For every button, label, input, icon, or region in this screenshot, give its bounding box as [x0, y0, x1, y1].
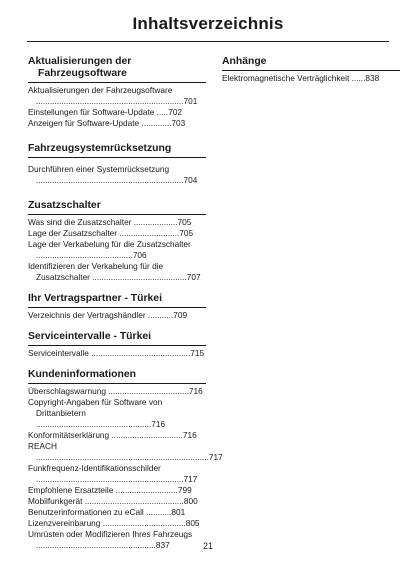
toc-entry[interactable]: Konformitätserklärung ...............................716	[28, 430, 197, 440]
toc-section-system-reset	[28, 143, 206, 186]
toc-entry[interactable]: Mobilfunkgerät ...........................................800	[28, 496, 198, 506]
title-divider	[27, 41, 389, 42]
section-heading: Zusatzschalter	[28, 200, 206, 215]
toc-section-dealer-turkey	[28, 293, 206, 321]
page-number: 21	[202, 541, 213, 551]
section-heading: Anhänge	[222, 56, 400, 71]
toc-section-appendices	[222, 56, 400, 84]
toc-entry[interactable]: Identifizieren der Verkabelung für die Zusatzschalter .........................................707	[28, 261, 201, 282]
section-heading: Serviceintervalle - Türkei	[28, 331, 206, 346]
toc-entry[interactable]: Elektromagnetische Verträglichkeit ......838	[222, 73, 380, 83]
toc-entry[interactable]: Einstellungen für Software-Update .....702	[28, 107, 183, 117]
section-heading: Fahrzeugsystemrücksetzung	[28, 143, 206, 158]
toc-entry[interactable]: Funkfrequenz-Identifikationsschilder ................................................................717	[28, 463, 198, 484]
toc-section-software-updates	[28, 56, 206, 129]
toc-entry[interactable]: Überschlagswarnung ...................................716	[28, 386, 203, 396]
toc-entry[interactable]: Benutzerinformationen zu eCall ...........801	[28, 507, 186, 517]
toc-right-column	[222, 56, 400, 84]
toc-entry[interactable]: Aktualisierungen der Fahrzeugsoftware ................................................................701	[28, 85, 198, 106]
toc-entry[interactable]: Empfohlene Ersatzteile ...........................799	[28, 485, 192, 495]
toc-entry[interactable]: Lage der Zusatzschalter ..........................705	[28, 228, 194, 238]
toc-section-service-intervals-turkey	[28, 331, 206, 359]
toc-entry[interactable]: Was sind die Zusatzschalter ...................705	[28, 217, 192, 227]
toc-entry[interactable]: Lizenzvereinbarung ....................................805	[28, 518, 200, 528]
toc-entry[interactable]: Verzeichnis der Vertragshändler ...........709	[28, 310, 188, 320]
section-heading: Aktualisierungen der Fahrzeugsoftware	[28, 56, 206, 83]
toc-entry[interactable]: Copyright-Angaben für Software von Drittanbietern ..................................................716	[28, 397, 166, 429]
toc-section-auxiliary-switches	[28, 200, 206, 283]
page-title: Inhaltsverzeichnis	[132, 14, 284, 33]
section-heading: Ihr Vertragspartner - Türkei	[28, 293, 206, 308]
toc-entry[interactable]: Lage der Verkabelung für die Zusatzschalter ..........................................706	[28, 239, 191, 260]
toc-entry[interactable]: Anzeigen für Software-Update .............703	[28, 118, 186, 128]
section-heading: Kundeninformationen	[28, 369, 206, 384]
toc-entry[interactable]: Umrüsten oder Modifizieren Ihres Fahrzeugs ....................................................837	[28, 529, 193, 550]
toc-entry[interactable]: REACH ...........................................................................717	[28, 441, 223, 462]
toc-entry[interactable]: Serviceintervalle ...........................................715	[28, 348, 205, 358]
toc-entry[interactable]: Durchführen einer Systemrücksetzung ................................................................704	[28, 164, 198, 185]
